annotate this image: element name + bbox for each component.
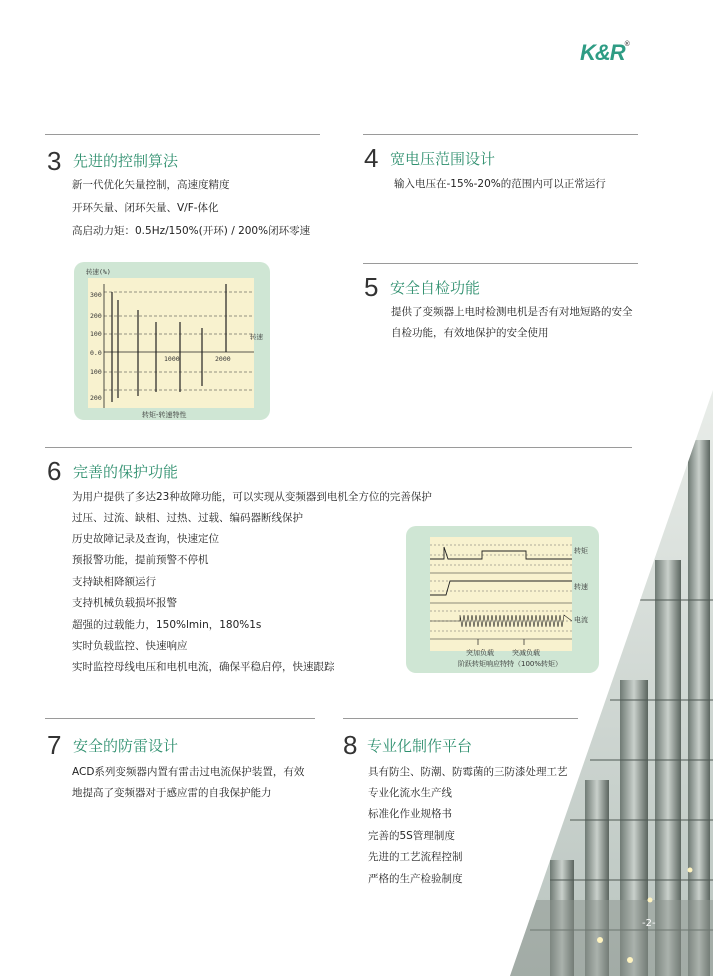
page-number: -2- <box>642 918 656 929</box>
section-7-title: 安全的防雷设计 <box>73 737 179 755</box>
chart2-caption: 阶跃转矩响应特特（100%转矩） <box>458 660 563 668</box>
section-4-line: 输入电压在-15%-20%的范围内可以正常运行 <box>394 178 606 190</box>
section-3-title: 先进的控制算法 <box>73 152 179 170</box>
chart2-label-current: 电流 <box>574 616 588 624</box>
chart1-ytick: 200 <box>90 394 102 402</box>
chart1-ylabel: 转速(%) <box>86 268 111 276</box>
section-6-line: 实时监控母线电压和电机电流，确保平稳启停，快速跟踪 <box>72 661 335 673</box>
section-8-title: 专业化制作平台 <box>367 737 473 755</box>
chart2-plot <box>430 537 572 651</box>
chart1-caption: 转矩-转速特性 <box>142 411 187 419</box>
section-3-line: 新一代优化矢量控制，高速度精度 <box>72 179 230 191</box>
chart2-annotation: 突加负载 <box>466 649 494 657</box>
chart2-label-torque: 转矩 <box>574 547 588 555</box>
chart1-xtick: 1000 <box>164 355 180 363</box>
chart2-label-speed: 转速 <box>574 583 588 591</box>
section-6-line: 支持缺相降额运行 <box>72 576 156 588</box>
section-6-line: 支持机械负载损坏报警 <box>72 597 177 609</box>
section-8-rule <box>343 718 578 719</box>
section-3-line: 高启动力矩：0.5Hz/150%(开环) / 200%闭环零速 <box>72 225 311 237</box>
section-6-line: 超强的过载能力，150%lmin，180%1s <box>72 619 262 631</box>
torque-speed-chart <box>74 262 270 420</box>
section-5-rule <box>363 263 638 264</box>
section-6-line: 为用户提供了多达23种故障功能，可以实现从变频器到电机全方位的完善保护 <box>72 491 432 503</box>
chart2-annotation: 突减负载 <box>512 649 540 657</box>
section-4-rule <box>363 134 638 135</box>
section-7-rule <box>45 718 315 719</box>
section-8-line: 具有防尘、防潮、防霉菌的三防漆处理工艺 <box>368 766 568 778</box>
section-8-line: 先进的工艺流程控制 <box>368 851 463 863</box>
section-6-number: 6 <box>47 456 62 486</box>
section-6-line: 实时负载监控、快速响应 <box>72 640 188 652</box>
section-8-line: 标准化作业规格书 <box>368 808 452 820</box>
section-5-line: 提供了变频器上电时检测电机是否有对地短路的安全 <box>391 306 633 318</box>
brand-logo: K&R® <box>580 40 629 65</box>
section-6-line: 预报警功能，提前预警不停机 <box>72 554 209 566</box>
section-3-rule <box>45 134 320 135</box>
section-4-title: 宽电压范围设计 <box>390 150 496 168</box>
section-5-title: 安全自检功能 <box>390 279 481 297</box>
section-3-line: 开环矢量、闭环矢量、V/F-体化 <box>72 202 219 214</box>
chart1-xlabel: 转速 <box>250 333 263 341</box>
chart1-ytick: 200 <box>90 312 102 320</box>
chart1-ytick: 300 <box>90 291 102 299</box>
section-8-line: 完善的5S管理制度 <box>368 830 455 842</box>
chart1-ytick: 100 <box>90 330 102 338</box>
section-8-line: 专业化流水生产线 <box>368 787 452 799</box>
section-8-line: 严格的生产检验制度 <box>368 873 463 885</box>
section-7-line: 地提高了变频器对于感应雷的自我保护能力 <box>72 787 272 799</box>
section-6-title: 完善的保护功能 <box>73 463 179 481</box>
chart1-xtick: 2000 <box>215 355 231 363</box>
chart1-plot <box>88 278 254 408</box>
chart1-ytick: 0.0 <box>90 349 102 357</box>
chart1-ytick: 100 <box>90 368 102 376</box>
step-response-chart <box>406 526 599 673</box>
section-8-number: 8 <box>343 730 358 760</box>
section-6-line: 历史故障记录及查询，快速定位 <box>72 533 219 545</box>
section-5-number: 5 <box>364 272 379 302</box>
section-6-line: 过压、过流、缺相、过热、过载、编码器断线保护 <box>72 512 303 524</box>
section-6-rule <box>45 447 632 448</box>
section-4-number: 4 <box>364 143 379 173</box>
section-7-line: ACD系列变频器内置有雷击过电流保护装置，有效 <box>72 766 305 778</box>
section-3-number: 3 <box>47 146 62 176</box>
section-5-line: 自检功能，有效地保护的安全使用 <box>391 327 549 339</box>
section-7-number: 7 <box>47 730 62 760</box>
